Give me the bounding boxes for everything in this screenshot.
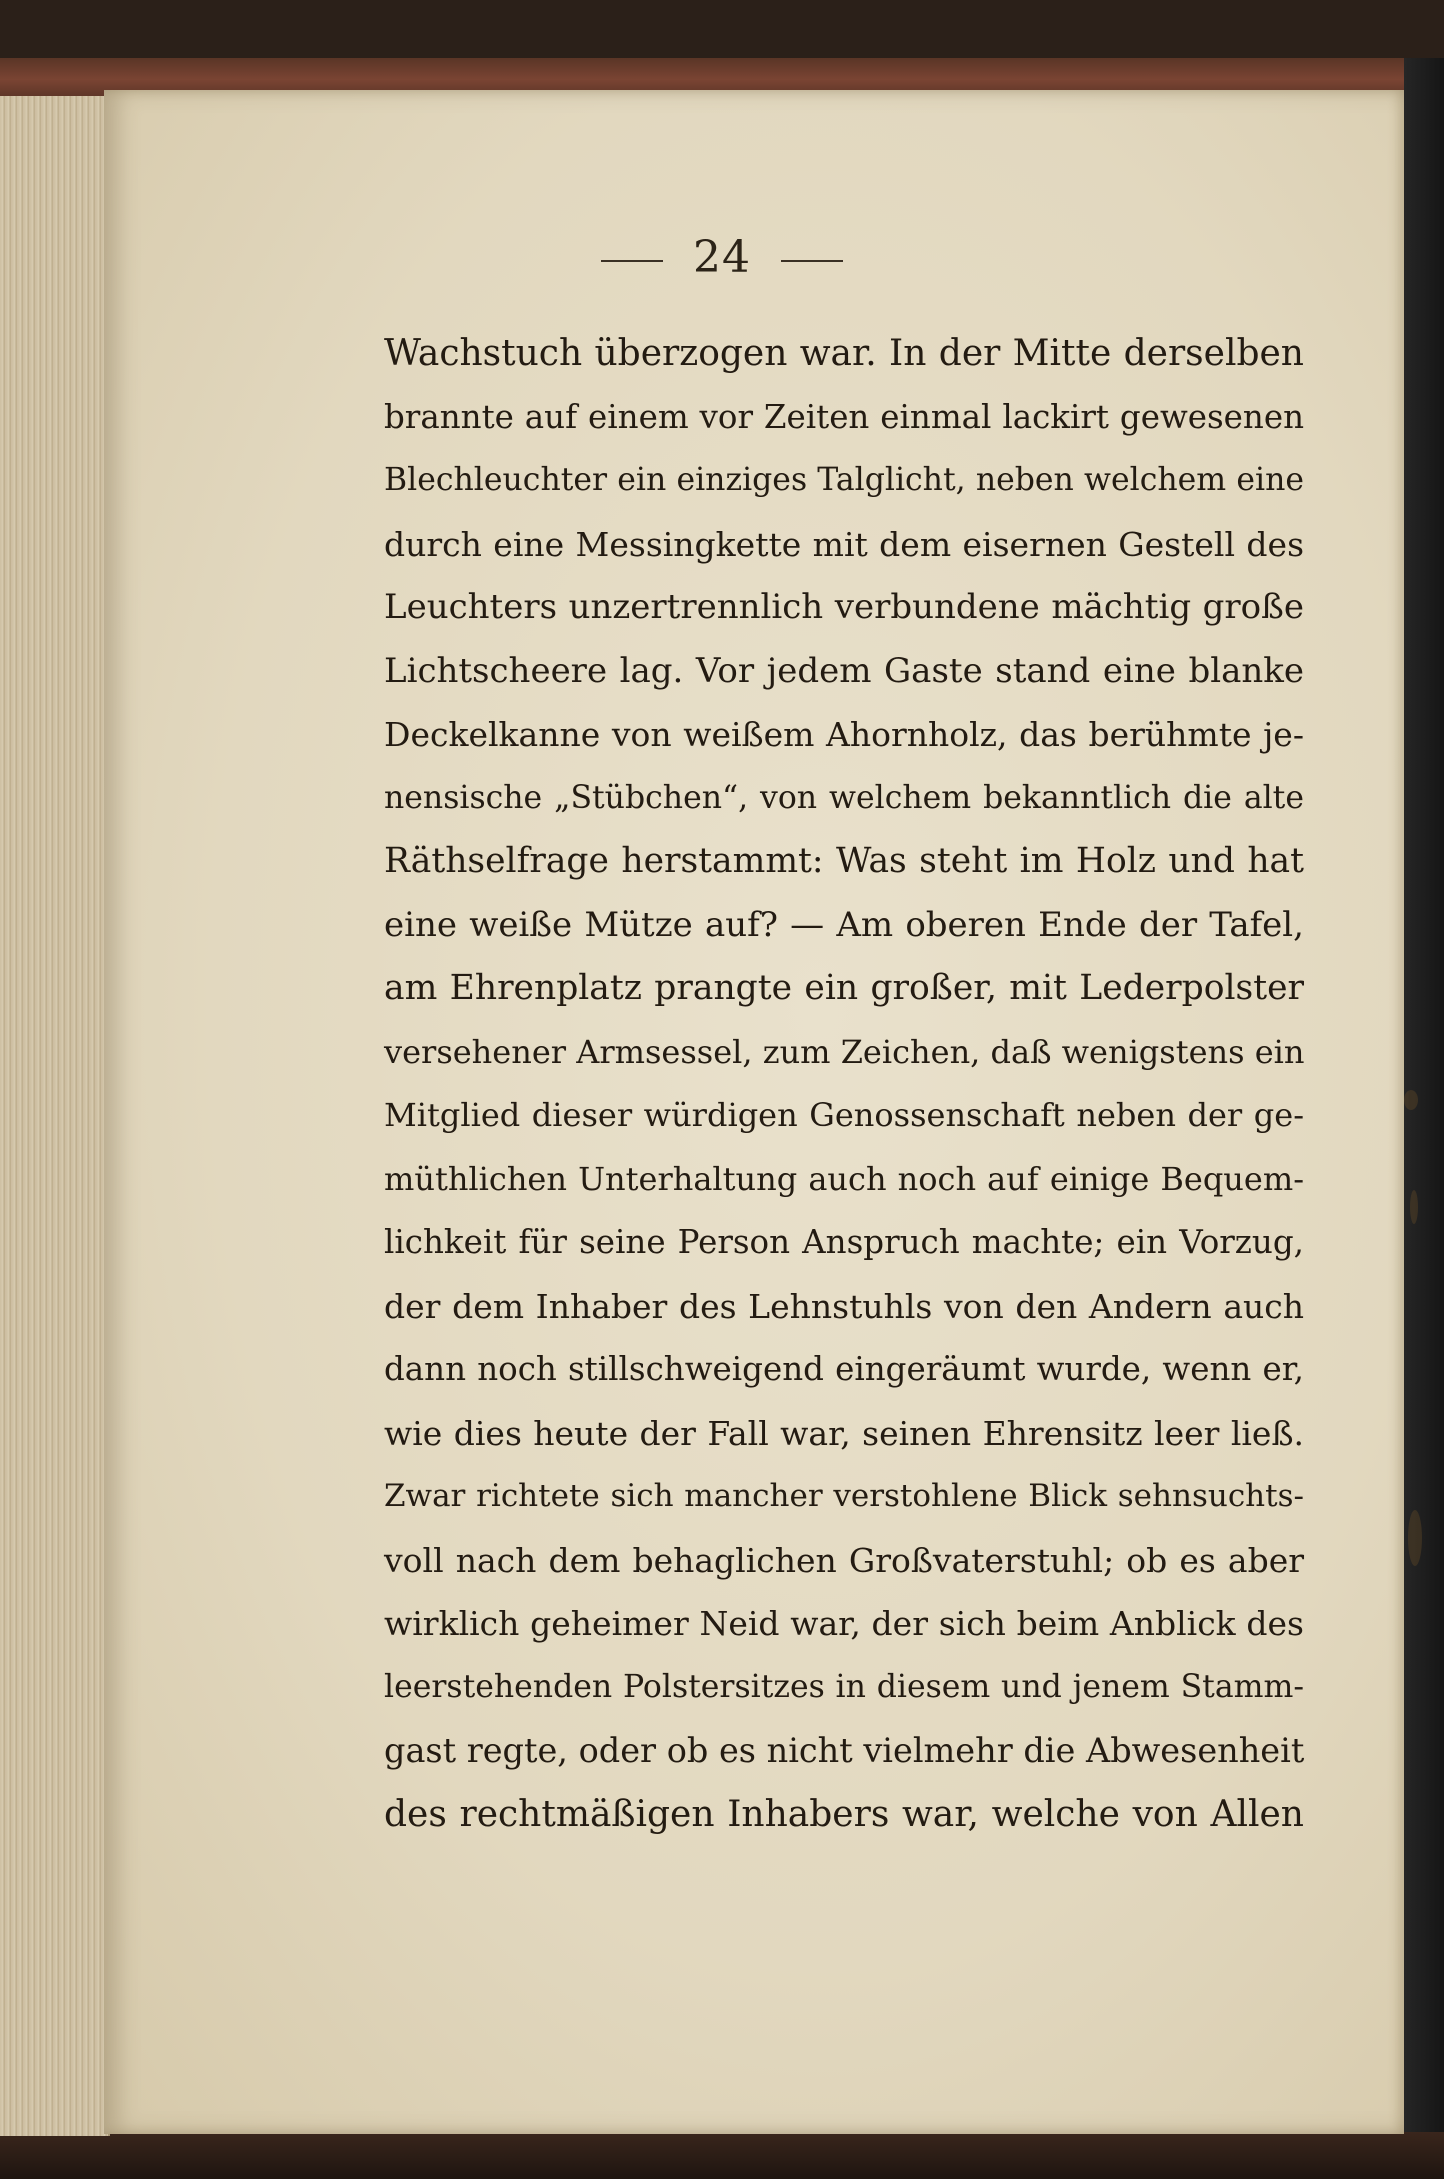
text-line: Blechleuchter ein einziges Talglicht, neben welchem eine — [384, 462, 1304, 498]
text-line: voll nach dem behaglichen Großvaterstuhl; ob es aber — [384, 1540, 1304, 1580]
stacked-page-edges — [0, 96, 110, 2136]
text-line: Lichtscheere lag. Vor jedem Gaste stand eine blanke — [384, 650, 1304, 691]
body-text — [384, 322, 1304, 1846]
page-number-header — [0, 232, 1444, 283]
text-line: Deckelkanne von weißem Ahornholz, das berühmte je- — [384, 715, 1304, 754]
foxing-spot — [1404, 1090, 1418, 1110]
foxing-spot — [1408, 1510, 1422, 1566]
text-line: brannte auf einem vor Zeiten einmal lackirt gewesenen — [384, 397, 1304, 436]
text-line: durch eine Messingkette mit dem eisernen Gestell des — [384, 524, 1304, 564]
text-line: wirklich geheimer Neid war, der sich beim Anblick des — [384, 1604, 1304, 1643]
text-line: Wachstuch überzogen war. In der Mitte derselben — [384, 333, 1304, 374]
text-line: Mitglied dieser würdigen Genossenschaft neben der ge- — [384, 1096, 1304, 1134]
text-line: am Ehrenplatz prangte ein großer, mit Lederpolster — [384, 968, 1304, 1008]
text-line: der dem Inhaber des Lehnstuhls von den Andern auch — [384, 1286, 1304, 1326]
text-line: wie dies heute der Fall war, seinen Ehrensitz leer ließ. — [384, 1413, 1304, 1453]
text-line: nensische „Stübchen“, von welchem bekanntlich die alte — [384, 779, 1304, 816]
text-line: leerstehenden Polstersitzes in diesem und jenem Stamm- — [384, 1668, 1304, 1705]
text-line: lichkeit für seine Person Anspruch machte; ein Vorzug, — [384, 1223, 1304, 1261]
text-line: Räthselfrage herstammt: Was steht im Holz und hat — [384, 841, 1304, 881]
text-line: versehener Armsessel, zum Zeichen, daß wenigstens ein — [384, 1032, 1305, 1071]
book-cover-right-edge — [1404, 58, 1444, 2179]
foxing-spot — [1410, 1190, 1418, 1224]
book-cover-bottom-edge — [0, 2132, 1444, 2179]
text-line: gast regte, oder ob es nicht vielmehr die Abwesenheit — [384, 1731, 1305, 1770]
text-line: des rechtmäßigen Inhabers war, welche von Allen — [384, 1793, 1304, 1835]
header-dash-right — [781, 260, 843, 262]
page-number: 24 — [693, 232, 751, 283]
text-line: Zwar richtete sich mancher verstohlene Blick sehnsuchts- — [384, 1478, 1304, 1514]
text-line: dann noch stillschweigend eingeräumt wurde, wenn er, — [384, 1350, 1304, 1388]
header-dash-left — [601, 260, 663, 262]
text-line: Leuchters unzertrennlich verbundene mächtig große — [384, 587, 1304, 627]
text-line: eine weiße Mütze auf? — Am oberen Ende der Tafel, — [384, 904, 1304, 945]
text-line: müthlichen Unterhaltung auch noch auf einige Bequem- — [384, 1159, 1304, 1198]
